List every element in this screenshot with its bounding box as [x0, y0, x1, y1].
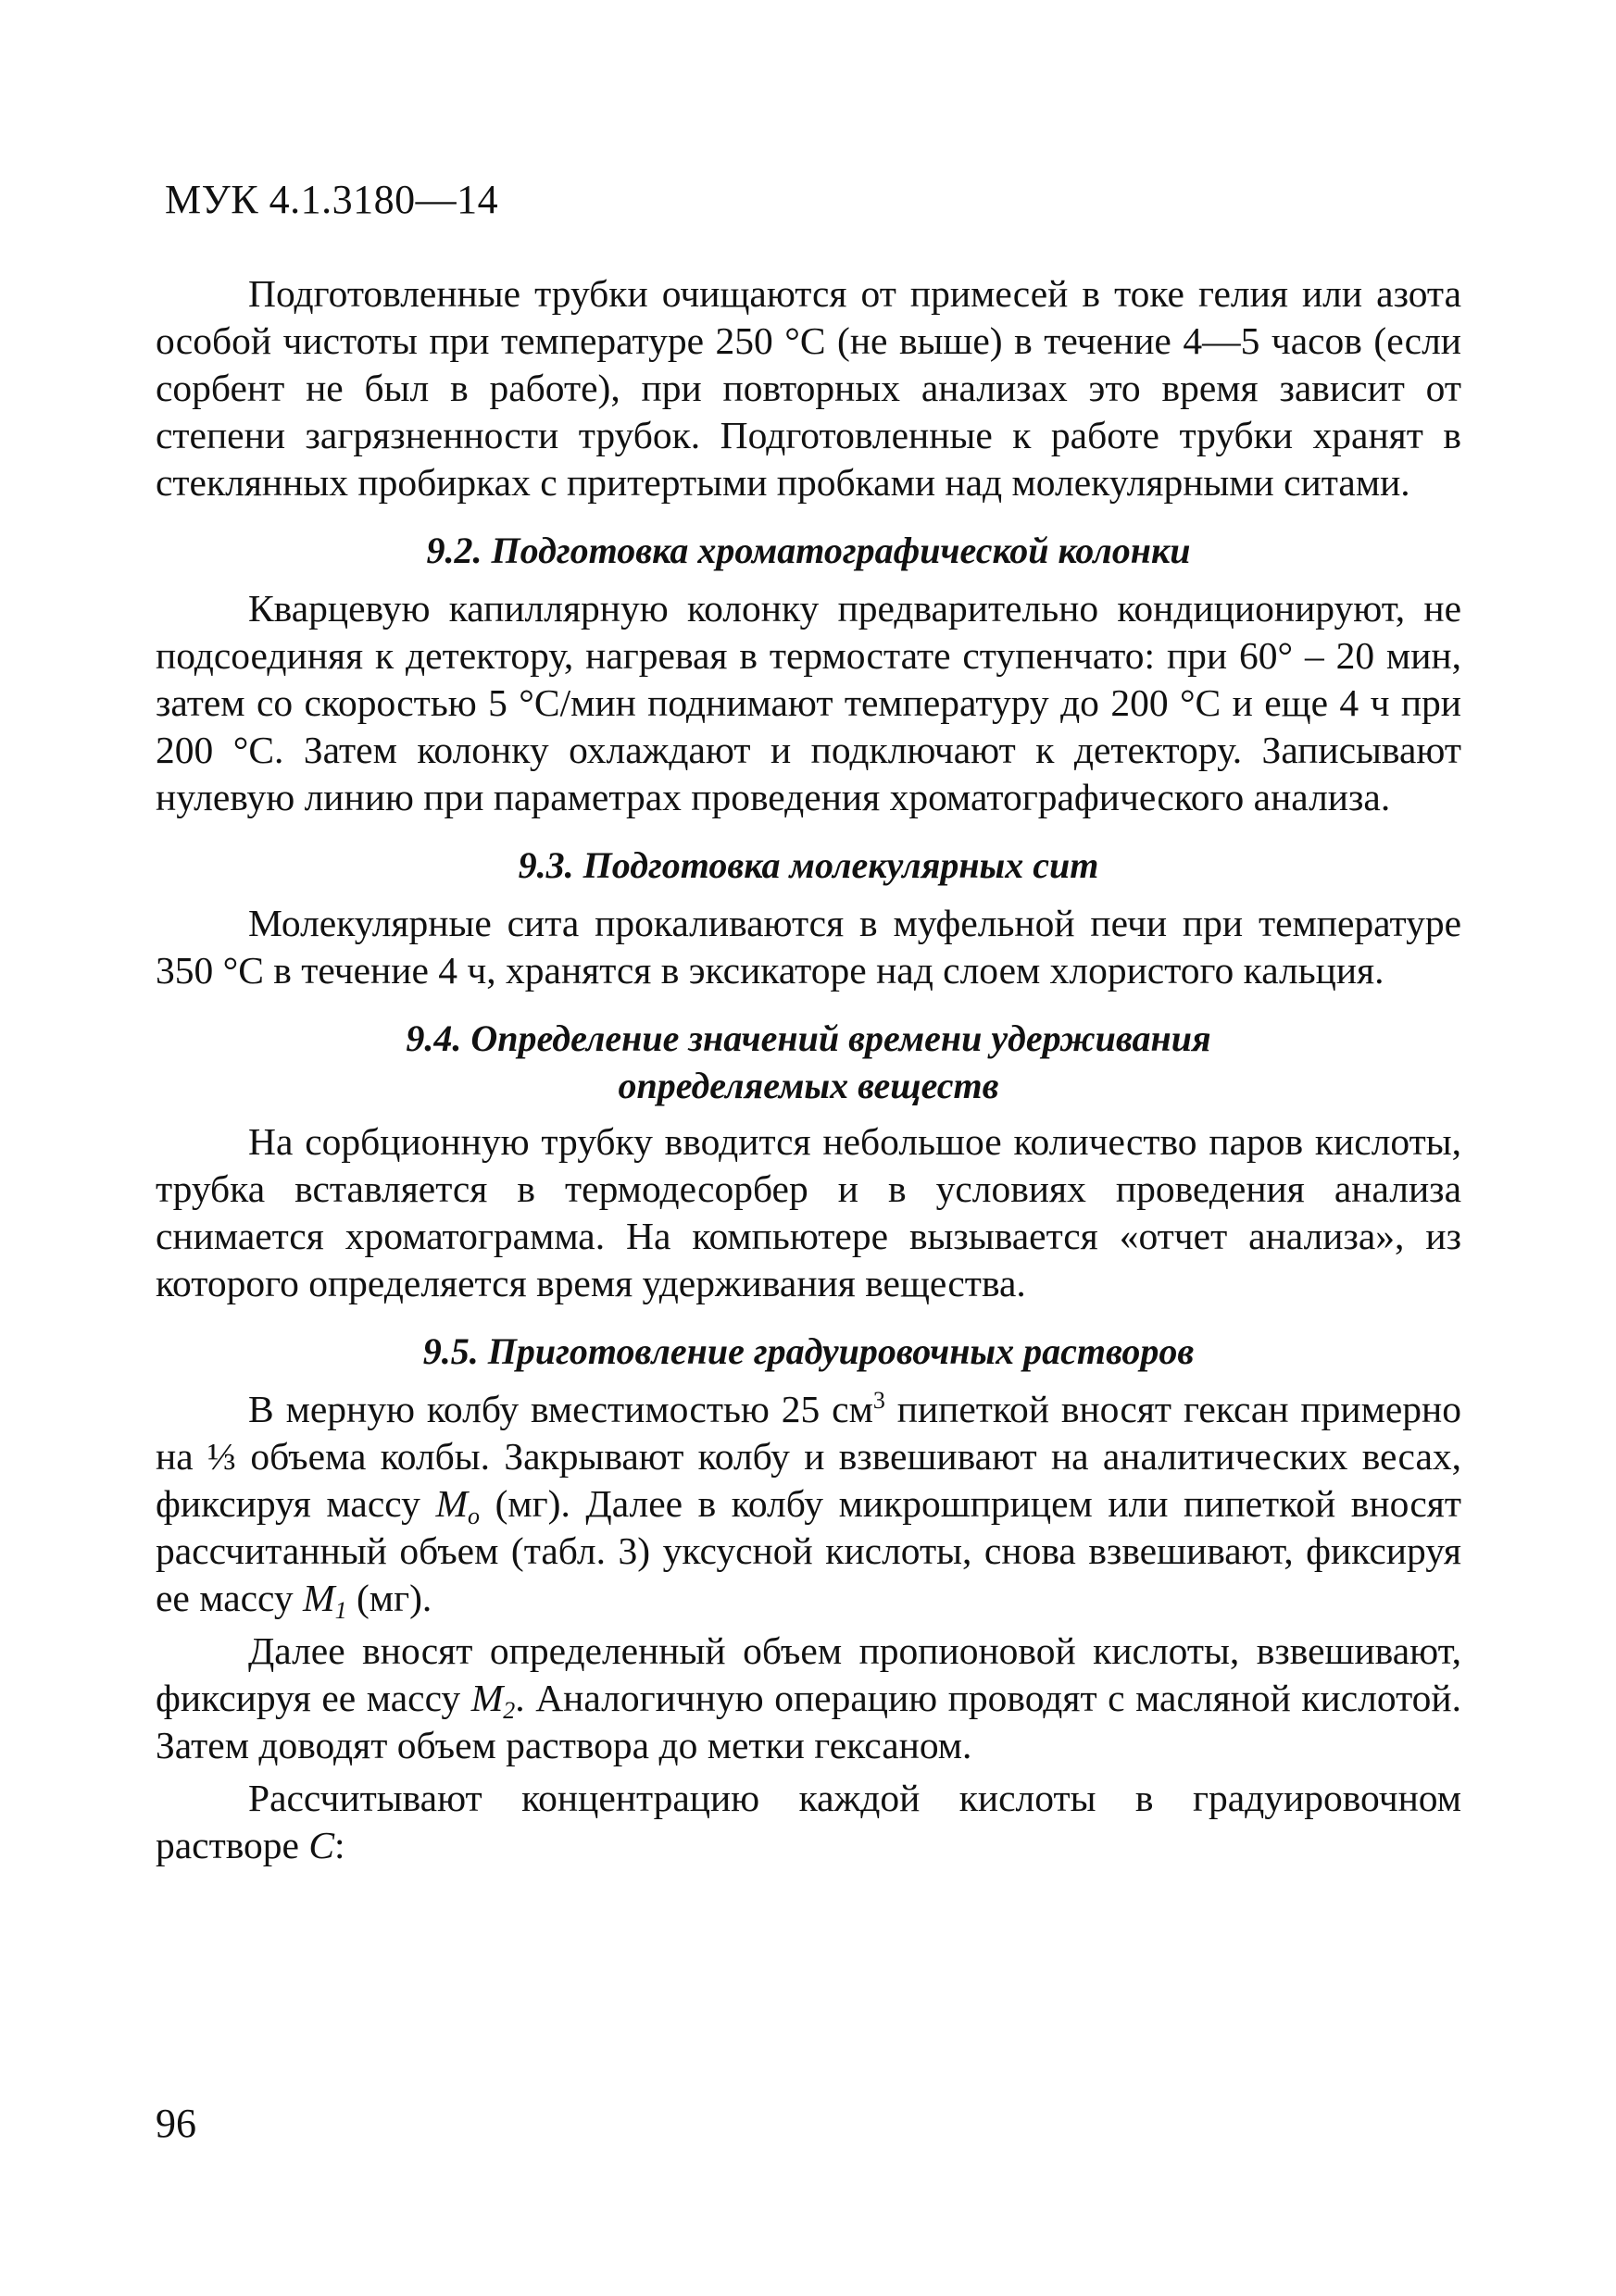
section-9-3-heading: 9.3. Подготовка молекулярных сит — [518, 844, 1099, 886]
mass-m1-var — [303, 1577, 347, 1624]
p1-text-a: В мерную колбу вместимостью 25 см — [248, 1388, 873, 1430]
mass-m2-letter: M — [470, 1677, 504, 1719]
p3-text-a: Рассчитывают концентрацию каждой кислоты в градуировочном растворе — [156, 1777, 1461, 1866]
p1-text-d: (мг). — [346, 1577, 432, 1619]
mass-m0-var — [435, 1482, 481, 1529]
p1-text-c: (мг). Далее в колбу микрошприцем или пипеткой вносят рассчитанный объем (табл. 3) уксусной кислоты, снова взвешивают, фиксируя ее массу — [156, 1482, 1461, 1619]
mass-m0-letter: M — [435, 1482, 469, 1525]
p2-text-a: Далее вносят определенный объем пропионовой кислоты, взвешивают, фиксируя ее массу — [156, 1629, 1461, 1719]
concentration-c-var: С — [308, 1824, 335, 1866]
section-9-3-paragraph: Молекулярные сита прокаливаются в муфельной печи при температуре 350 °С в течение 4 ч, хранятся в эксикаторе над слоем хлористого кальция. — [156, 902, 1461, 992]
intro-paragraph: Подготовленные трубки очищаются от примесей в токе гелия или азота особой чистоты при температуре 250 °С (не выше) в течение 4—5 часов (если сорбент не был в работе), при повторных анализах это время зависит от степени загрязненности трубок. Подготовленные к работе трубки хранят в стеклянных пробирках с притертыми пробками над молекулярными ситами. — [156, 272, 1461, 504]
section-9-4-heading-line1: 9.4. Определение значений времени удерживания — [406, 1017, 1211, 1059]
mass-m2-subscript: 2 — [503, 1697, 516, 1724]
section-9-4-paragraph: На сорбционную трубку вводится небольшое количество паров кислоты, трубка вставляется в термодесорбер и в условиях проведения анализа снимается хроматограмма. На компьютере вызывается «отчет анализа», из которого определяется время удерживания вещества. — [156, 1120, 1461, 1304]
section-9-4-heading — [156, 1015, 1461, 1109]
section-9-4-heading-line2: определяемых веществ — [618, 1065, 999, 1106]
mass-m2-var — [470, 1677, 516, 1724]
mass-m0-subscript: o — [468, 1503, 481, 1529]
cubic-superscript: 3 — [872, 1387, 885, 1414]
document-code-header: МУК 4.1.3180—14 — [165, 177, 499, 222]
p2-text-b: . Аналогичную операцию проводят с масляной кислотой. Затем доводят объем раствора до метки гексаном. — [156, 1677, 1461, 1766]
section-9-2-paragraph: Кварцевую капиллярную колонку предварительно кондиционируют, не подсоединяя к детектору, нагревая в термостате ступенчато: при 60° – 20 мин, затем со скоростью 5 °С/мин поднимают температуру до 200 °С и еще 4 ч при 200 °С. Затем колонку охлаждают и подключают к детектору. Записывают нулевую линию при параметрах проведения хроматографического анализа. — [156, 587, 1461, 818]
mass-m1-letter: M — [303, 1577, 335, 1619]
p3-text-b: : — [334, 1824, 345, 1866]
section-9-5-heading: 9.5. Приготовление градуировочных растворов — [422, 1330, 1195, 1372]
section-9-5-paragraph-3 — [156, 1775, 1461, 1869]
section-9-5-paragraph-2 — [156, 1628, 1461, 1769]
p1-text-b: пипеткой вносят гексан примерно на ⅓ объема колбы. Закрывают колбу и взвешивают на аналитических весах, фиксируя массу — [156, 1388, 1461, 1525]
mass-m1-subscript: 1 — [334, 1597, 347, 1624]
page-content — [156, 270, 1461, 1869]
section-9-2-heading: 9.2. Подготовка хроматографической колонки — [426, 530, 1191, 571]
section-9-5-paragraph-1 — [156, 1386, 1461, 1622]
page-number: 96 — [156, 2101, 196, 2146]
